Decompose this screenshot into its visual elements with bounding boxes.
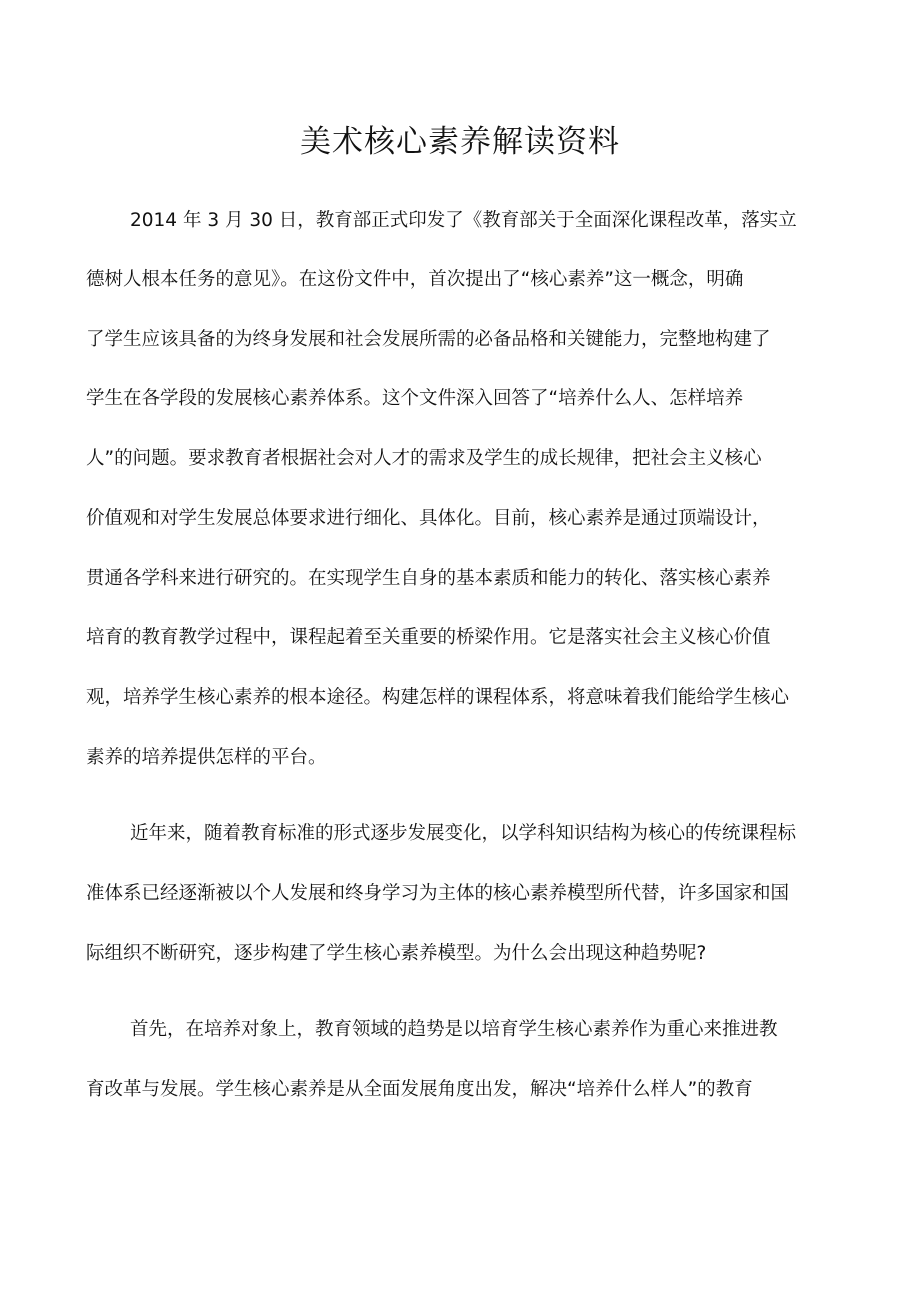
paragraph-1-line: 学生在各学段的发展核心素养体系。这个文件深入回答了“培养什么人、怎样培养 [86,388,744,409]
document-title: 美术核心素养解读资料 [300,124,620,160]
paragraph-1-line: 贯通各学科来进行研究的。在实现学生自身的基本素质和能力的转化、落实核心素养 [86,568,771,589]
paragraph-1-line: 观，培养学生核心素养的根本途径。构建怎样的课程体系，将意味着我们能给学生核心 [86,687,790,708]
paragraph-1-line: 素养的培养提供怎样的平台。 [86,747,327,768]
paragraph-3-line: 首先，在培养对象上，教育领域的趋势是以培育学生核心素养作为重心来推进教 [130,1019,778,1040]
paragraph-2-line: 近年来，随着教育标准的形式逐步发展变化，以学科知识结构为核心的传统课程标 [130,823,797,844]
paragraph-1-line: 德树人根本任务的意见》。在这份文件中，首次提出了“核心素养”这一概念，明确 [86,269,744,290]
paragraph-1-line: 培育的教育教学过程中，课程起着至关重要的桥梁作用。它是落实社会主义核心价值 [86,627,771,648]
paragraph-1-line: 2014 年 3 月 30 日，教育部正式印发了《教育部关于全面深化课程改革，落实立 [130,210,797,231]
paragraph-1-line: 价值观和对学生发展总体要求进行细化、具体化。目前，核心素养是通过顶端设计， [86,508,771,529]
paragraph-2-line: 准体系已经逐渐被以个人发展和终身学习为主体的核心素养模型所代替，许多国家和国 [86,883,790,904]
paragraph-1-line: 了学生应该具备的为终身发展和社会发展所需的必备品格和关键能力，完整地构建了 [86,329,771,350]
paragraph-2-line: 际组织不断研究，逐步构建了学生核心素养模型。为什么会出现这种趋势呢? [86,943,707,964]
paragraph-3-line: 育改革与发展。学生核心素养是从全面发展角度出发，解决“培养什么样人”的教育 [86,1079,753,1100]
paragraph-1-line: 人”的问题。要求教育者根据社会对人才的需求及学生的成长规律，把社会主义核心 [86,448,762,469]
